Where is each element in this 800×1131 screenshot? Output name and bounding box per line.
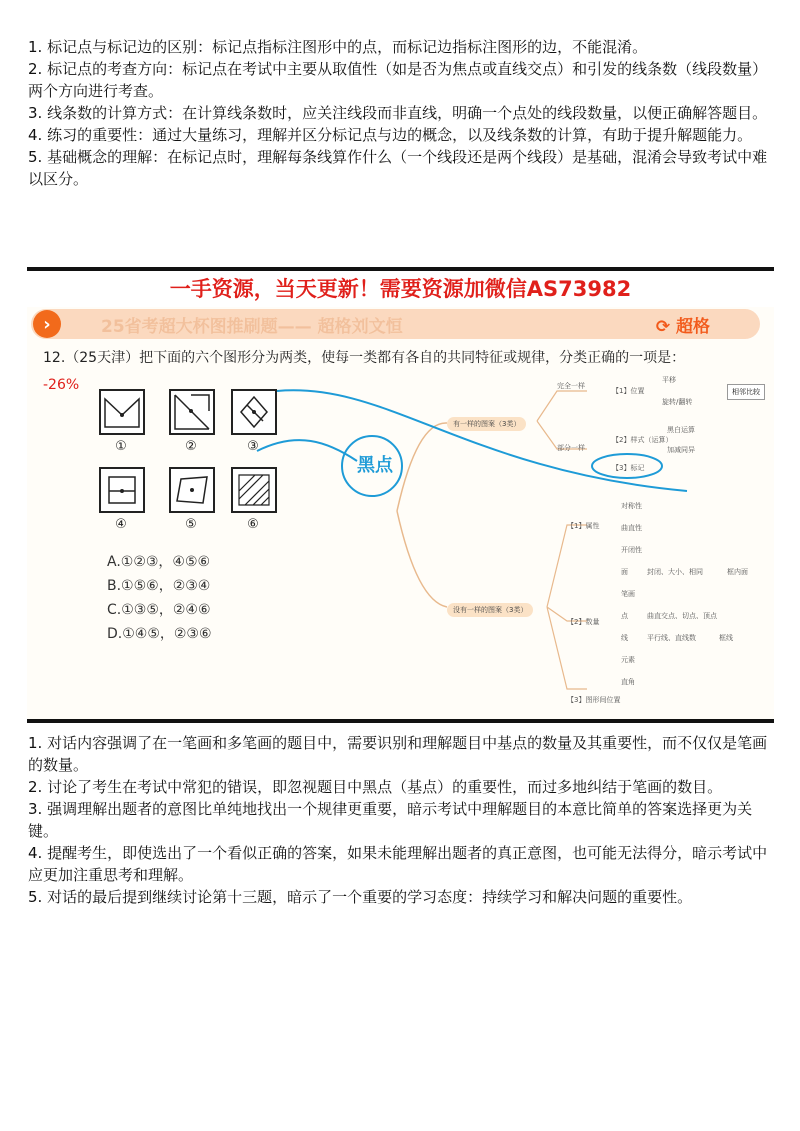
mindmap-node: 框内面: [727, 568, 748, 576]
mindmap-branch-1: 有一样的图案（3类）: [447, 417, 526, 431]
note-item: 2. 标记点的考查方向：标记点在考试中主要从取值性（如是否为焦点或直线交点）和引发的线条数（线段数量）两个方向进行考查。: [28, 60, 768, 100]
mindmap-node: 框线: [719, 634, 733, 642]
notes-top: [28, 36, 773, 190]
mindmap-lines: [27, 271, 774, 719]
mindmap-node: 曲直性: [621, 524, 642, 532]
mindmap-node: 平移: [662, 376, 676, 384]
slide-banner: 一手资源，当天更新！需要资源加微信AS73982: [27, 271, 774, 307]
mindmap-node: 开闭性: [621, 546, 642, 554]
note-item: 4. 练习的重要性：通过大量练习，理解并区分标记点与边的概念，以及线条数的计算，有助于提升解题能力。: [28, 126, 753, 144]
mindmap-node: 加减同异: [667, 446, 695, 454]
mindmap-node: 平行线、直线数: [647, 634, 696, 642]
mindmap-node: 元素: [621, 656, 635, 664]
figure-label: ③: [247, 439, 259, 454]
note-item: 5. 对话的最后提到继续讨论第十三题，暗示了一个重要的学习态度：持续学习和解决问题的重要性。: [28, 888, 693, 906]
notes-bottom: [28, 732, 773, 908]
note-item: 4. 提醒考生，即使选出了一个看似正确的答案，如果未能理解出题者的真正意图，也可能无法得分，暗示考试中应更加注重思考和理解。: [28, 844, 768, 884]
mindmap-node: 笔画: [621, 590, 635, 598]
handwritten-note: 黑点: [357, 455, 393, 476]
mindmap-node: 直角: [621, 678, 635, 686]
figure-label: ④: [115, 517, 127, 532]
mindmap-compare: 相邻比较: [727, 384, 765, 400]
arrow-icon: ›: [33, 310, 61, 338]
figure-label: ⑤: [185, 517, 197, 532]
figure-label: ①: [115, 439, 127, 454]
mindmap-node: 【1】属性: [567, 522, 600, 530]
mindmap-node: 【2】数量: [567, 618, 600, 626]
note-item: 3. 线条数的计算方式：在计算线条数时，应关注线段而非直线，明确一个点处的线段数量，以便正确解答题目。: [28, 104, 768, 122]
mindmap-node: 【3】标记: [612, 464, 645, 472]
note-item: 1. 标记点与标记边的区别：标记点指标注图形中的点，而标记边指标注图形的边，不能混淆。: [28, 38, 648, 56]
mindmap-node: 黑白运算: [667, 426, 695, 434]
mindmap-node: 对称性: [621, 502, 642, 510]
mindmap-node: 部分一样: [557, 444, 585, 452]
slide-screenshot: [27, 267, 774, 723]
note-item: 1. 对话内容强调了在一笔画和多笔画的题目中，需要识别和理解题目中基点的数量及其重要性，而不仅仅是笔画的数量。: [28, 734, 768, 774]
mindmap-node: 【2】样式（运算）: [612, 436, 673, 444]
option-a: A.①②③，④⑤⑥: [107, 554, 211, 570]
mindmap-node: 线: [621, 634, 628, 642]
option-d: D.①④⑤，②③⑥: [107, 626, 212, 642]
slide-title: 25省考超大杯图推刷题—— 超格刘文恒: [101, 316, 403, 337]
note-item: 5. 基础概念的理解：在标记点时，理解每条线算作什么（一个线段还是两个线段）是基础，混淆会导致考试中难以区分。: [28, 148, 768, 188]
note-item: 3. 强调理解出题者的意图比单纯地找出一个规律更重要，暗示考试中理解题目的本意比简单的答案选择更为关键。: [28, 800, 753, 840]
brand-logo: ⟳ 超格: [655, 316, 710, 337]
question-text: 12.（25天津）把下面的六个图形分为两类，使每一类都有各自的共同特征或规律，分类正确的一项是：: [43, 350, 686, 366]
brand-name: 超格: [676, 316, 710, 337]
mindmap-node: 封闭、大小、相同: [647, 568, 703, 576]
mindmap-node: 旋转/翻转: [662, 398, 693, 406]
figure-label: ⑥: [247, 517, 259, 532]
mindmap-branch-2: 没有一样的图案（3类）: [447, 603, 533, 617]
option-c: C.①③⑤，②④⑥: [107, 602, 211, 618]
mindmap-node: 面: [621, 568, 628, 576]
percent-label: -26%: [43, 377, 80, 393]
mindmap-node: 完全一样: [557, 382, 585, 390]
note-item: 2. 讨论了考生在考试中常犯的错误，即忽视题目中黑点（基点）的重要性，而过多地纠结于笔画的数目。: [28, 778, 723, 796]
option-b: B.①⑤⑥，②③④: [107, 578, 211, 594]
mindmap-node: 【3】图形间位置: [567, 696, 621, 704]
figure-label: ②: [185, 439, 197, 454]
mindmap-node: 点: [621, 612, 628, 620]
mindmap-node: 【1】位置: [612, 387, 645, 395]
mindmap-node: 曲直交点、切点、顶点: [647, 612, 717, 620]
